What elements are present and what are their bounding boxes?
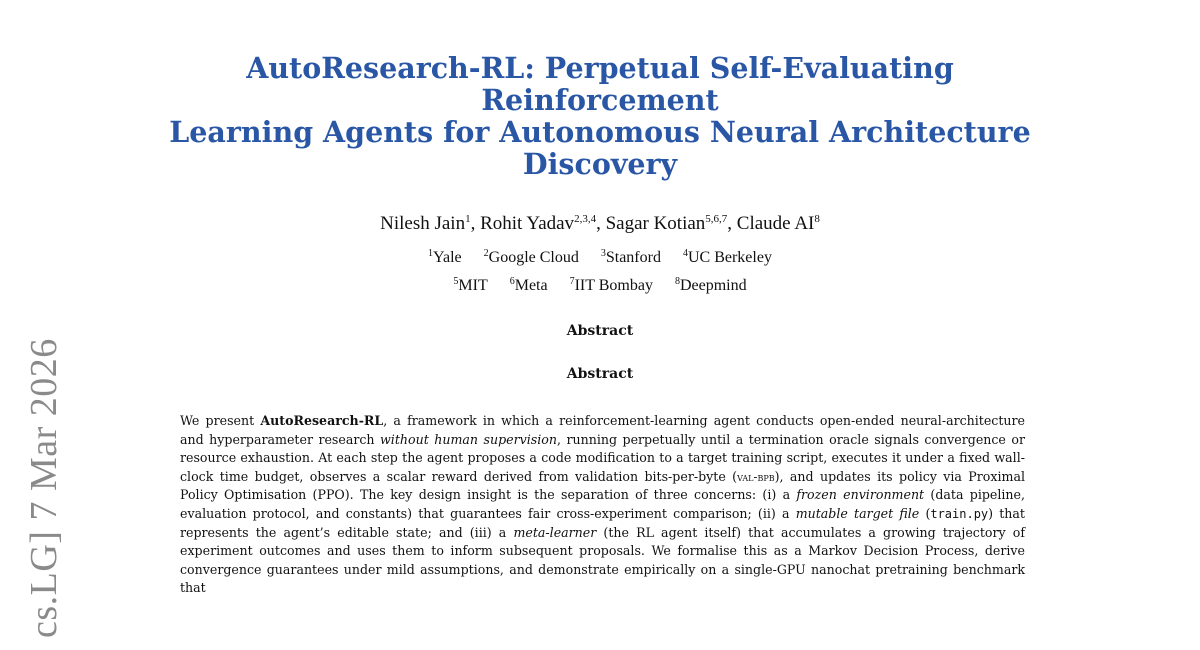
abstract-emphasis: frozen environment bbox=[796, 487, 925, 503]
affil-sup: 4 bbox=[682, 248, 688, 259]
abstract-heading: Abstract bbox=[566, 323, 634, 339]
affiliations-line-1 bbox=[100, 248, 1100, 268]
abstract-emphasis: meta-learner bbox=[513, 524, 597, 540]
arxiv-side-stamp bbox=[8, 330, 78, 650]
affil-sup: 5 bbox=[453, 276, 459, 287]
affiliation bbox=[675, 277, 747, 294]
title-line-4: Discovery bbox=[522, 147, 678, 181]
abstract-text: ( bbox=[919, 505, 931, 521]
author-name: Sagar Kotian bbox=[605, 213, 706, 234]
author-affil-sup: 2,3,4 bbox=[574, 213, 597, 225]
abstract-text: (the RL agent itself) that accumulates a growing trajectory of experiment outcomes and uses them to inform subsequent proposals. We formalise this as a Markov Decision Process, derive convergence guarantees under mild assumptions, and demonstrate empirically on a single-GPU nanochat pretraining benchmark that bbox=[180, 524, 1025, 596]
author-name: Rohit Yadav bbox=[480, 213, 575, 234]
affil-name: Google Cloud bbox=[488, 249, 579, 266]
abstract-text: (data pipeline, evaluation protocol, and constants) that guarantees fair cross-experiment comparison; (ii) a bbox=[180, 487, 1025, 521]
affiliation bbox=[428, 249, 462, 266]
abstract-code: train.py bbox=[930, 506, 989, 521]
title-line-3: Learning Agents for Autonomous Neural Architecture bbox=[169, 115, 1031, 149]
affil-name: IIT Bombay bbox=[574, 277, 653, 294]
abstract-smallcaps: val-bpb bbox=[737, 469, 775, 484]
affiliation bbox=[510, 277, 548, 294]
affil-name: Deepmind bbox=[679, 277, 747, 294]
author-list: Nilesh Jain$^1$, Rohit Yadav$^{2,3,4}$, Sagar Kotian$^{5,6,7}$, Claude $AI^8$ bbox=[380, 213, 820, 234]
affiliation bbox=[570, 277, 653, 294]
affil-sup: 6 bbox=[509, 276, 515, 287]
abstract-text: , running perpetually until a termination oracle signals convergence or resource exhaustion. At each step the agent proposes a code modification to a target training script, executes it under a fixed wall-clock time budget, observes a scalar reward derived from validation bits-per-byte ( bbox=[180, 431, 1025, 484]
affil-sup: 2 bbox=[483, 248, 489, 259]
affil-sup: 7 bbox=[569, 276, 575, 287]
affil-sup: 1 bbox=[428, 248, 434, 259]
title-line-2: Reinforcement bbox=[481, 83, 719, 117]
affiliation bbox=[683, 249, 772, 266]
framework-name: AutoResearch-RL bbox=[260, 413, 384, 428]
affil-name: Stanford bbox=[605, 249, 661, 266]
title-line-1: AutoResearch-RL: Perpetual Self-Evaluating bbox=[246, 51, 954, 85]
abstract-paragraph bbox=[180, 412, 1025, 598]
abstract-text: ) that represents the agent’s editable state; and (iii) a bbox=[180, 505, 1025, 540]
affiliation bbox=[601, 249, 661, 266]
paper-title bbox=[100, 52, 1100, 180]
abstract-body bbox=[180, 412, 1025, 598]
affiliations-line-2 bbox=[100, 276, 1100, 296]
affil-name: Meta bbox=[514, 277, 548, 294]
affil-name: UC Berkeley bbox=[687, 249, 772, 266]
affil-name: Yale bbox=[433, 249, 462, 266]
abstract-emphasis: without human supervision bbox=[380, 431, 557, 447]
affil-name: MIT bbox=[458, 277, 488, 294]
author-name: Claude AI bbox=[736, 213, 815, 234]
abstract-heading-repeat: Abstract bbox=[566, 366, 634, 382]
abstract-text: We present bbox=[180, 413, 261, 428]
affiliation bbox=[484, 249, 579, 266]
author-affil-sup: 5,6,7 bbox=[705, 213, 728, 225]
affiliation bbox=[453, 277, 487, 294]
arxiv-stamp-text: cs.LG] 7 Mar 2026 bbox=[23, 338, 65, 638]
affil-sup: 8 bbox=[674, 276, 680, 287]
author-affil-sup: 1 bbox=[465, 213, 471, 225]
author-affil-sup: 8 bbox=[814, 213, 820, 225]
affil-sup: 3 bbox=[600, 248, 606, 259]
abstract-text: ), and updates its policy via Proximal Policy Optimisation (PPO). The key design insight is the separation of three concerns: (i) a bbox=[180, 468, 1025, 503]
abstract-emphasis: mutable target file bbox=[795, 505, 920, 521]
author-name: Nilesh Jain bbox=[380, 213, 466, 234]
abstract-text: , a framework in which a reinforcement-learning agent conducts open-ended neural-architecture and hyperparameter research bbox=[180, 413, 1026, 447]
